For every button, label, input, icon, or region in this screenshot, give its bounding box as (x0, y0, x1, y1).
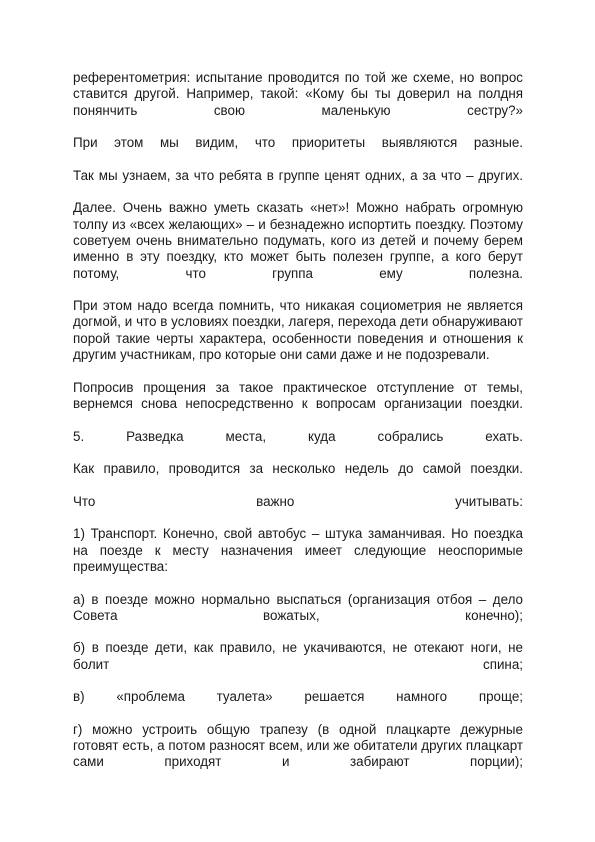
paragraph: Так мы узнаем, за что ребята в группе ценят одних, а за что – других. (73, 167, 523, 183)
paragraph: При этом надо всегда помнить, что никакая социометрия не является догмой, и что в условиях поездки, лагеря, перехода дети обнаруживают порой такие черты характера, особенности поведения и отношения к другим участникам, про которые они сами даже и не подозревали. (73, 298, 523, 363)
paragraph: г) можно устроить общую трапезу (в одной плацкарте дежурные готовят есть, а потом разносят всем, или же обитатели других плацкарт сами приходят и забирают порции); (73, 721, 523, 770)
paragraph: 1) Транспорт. Конечно, свой автобус – штука заманчивая. Но поездка на поезде к месту назначения имеет следующие неоспоримые преимущества: (73, 526, 523, 574)
paragraph: Что важно учитывать: (73, 493, 523, 509)
paragraph: 5. Разведка места, куда собрались ехать. (73, 428, 523, 444)
paragraph: При этом мы видим, что приоритеты выявляются разные. (73, 135, 523, 151)
paragraph: референтометрия: испытание проводится по той же схеме, но вопрос ставится другой. Например, такой: «Кому бы ты доверил на полдня понянчить свою маленькую сестру?» (73, 70, 523, 118)
paragraph: а) в поезде можно нормально выспаться (организация отбоя – дело Совета вожатых, конечно); (73, 591, 523, 623)
paragraph: б) в поезде дети, как правило, не укачиваются, не отекают ноги, не болит спина; (73, 640, 523, 672)
paragraph: Как правило, проводится за несколько недель до самой поездки. (73, 461, 523, 477)
paragraph: в) «проблема туалета» решается намного проще; (73, 689, 523, 705)
paragraph: Далее. Очень важно уметь сказать «нет»! Можно набрать огромную толпу из «всех желающих» – и безнадежно испортить поездку. Поэтому советуем очень внимательно подумать, кого из детей и почему берем именно в эту поездку, кто может быть полезен группе, а кого берут потому, что группа ему полезна. (73, 200, 523, 281)
paragraph: Попросив прощения за такое практическое отступление от темы, вернемся снова непосредственно к вопросам организации поездки. (73, 379, 523, 411)
document-page (73, 70, 523, 787)
